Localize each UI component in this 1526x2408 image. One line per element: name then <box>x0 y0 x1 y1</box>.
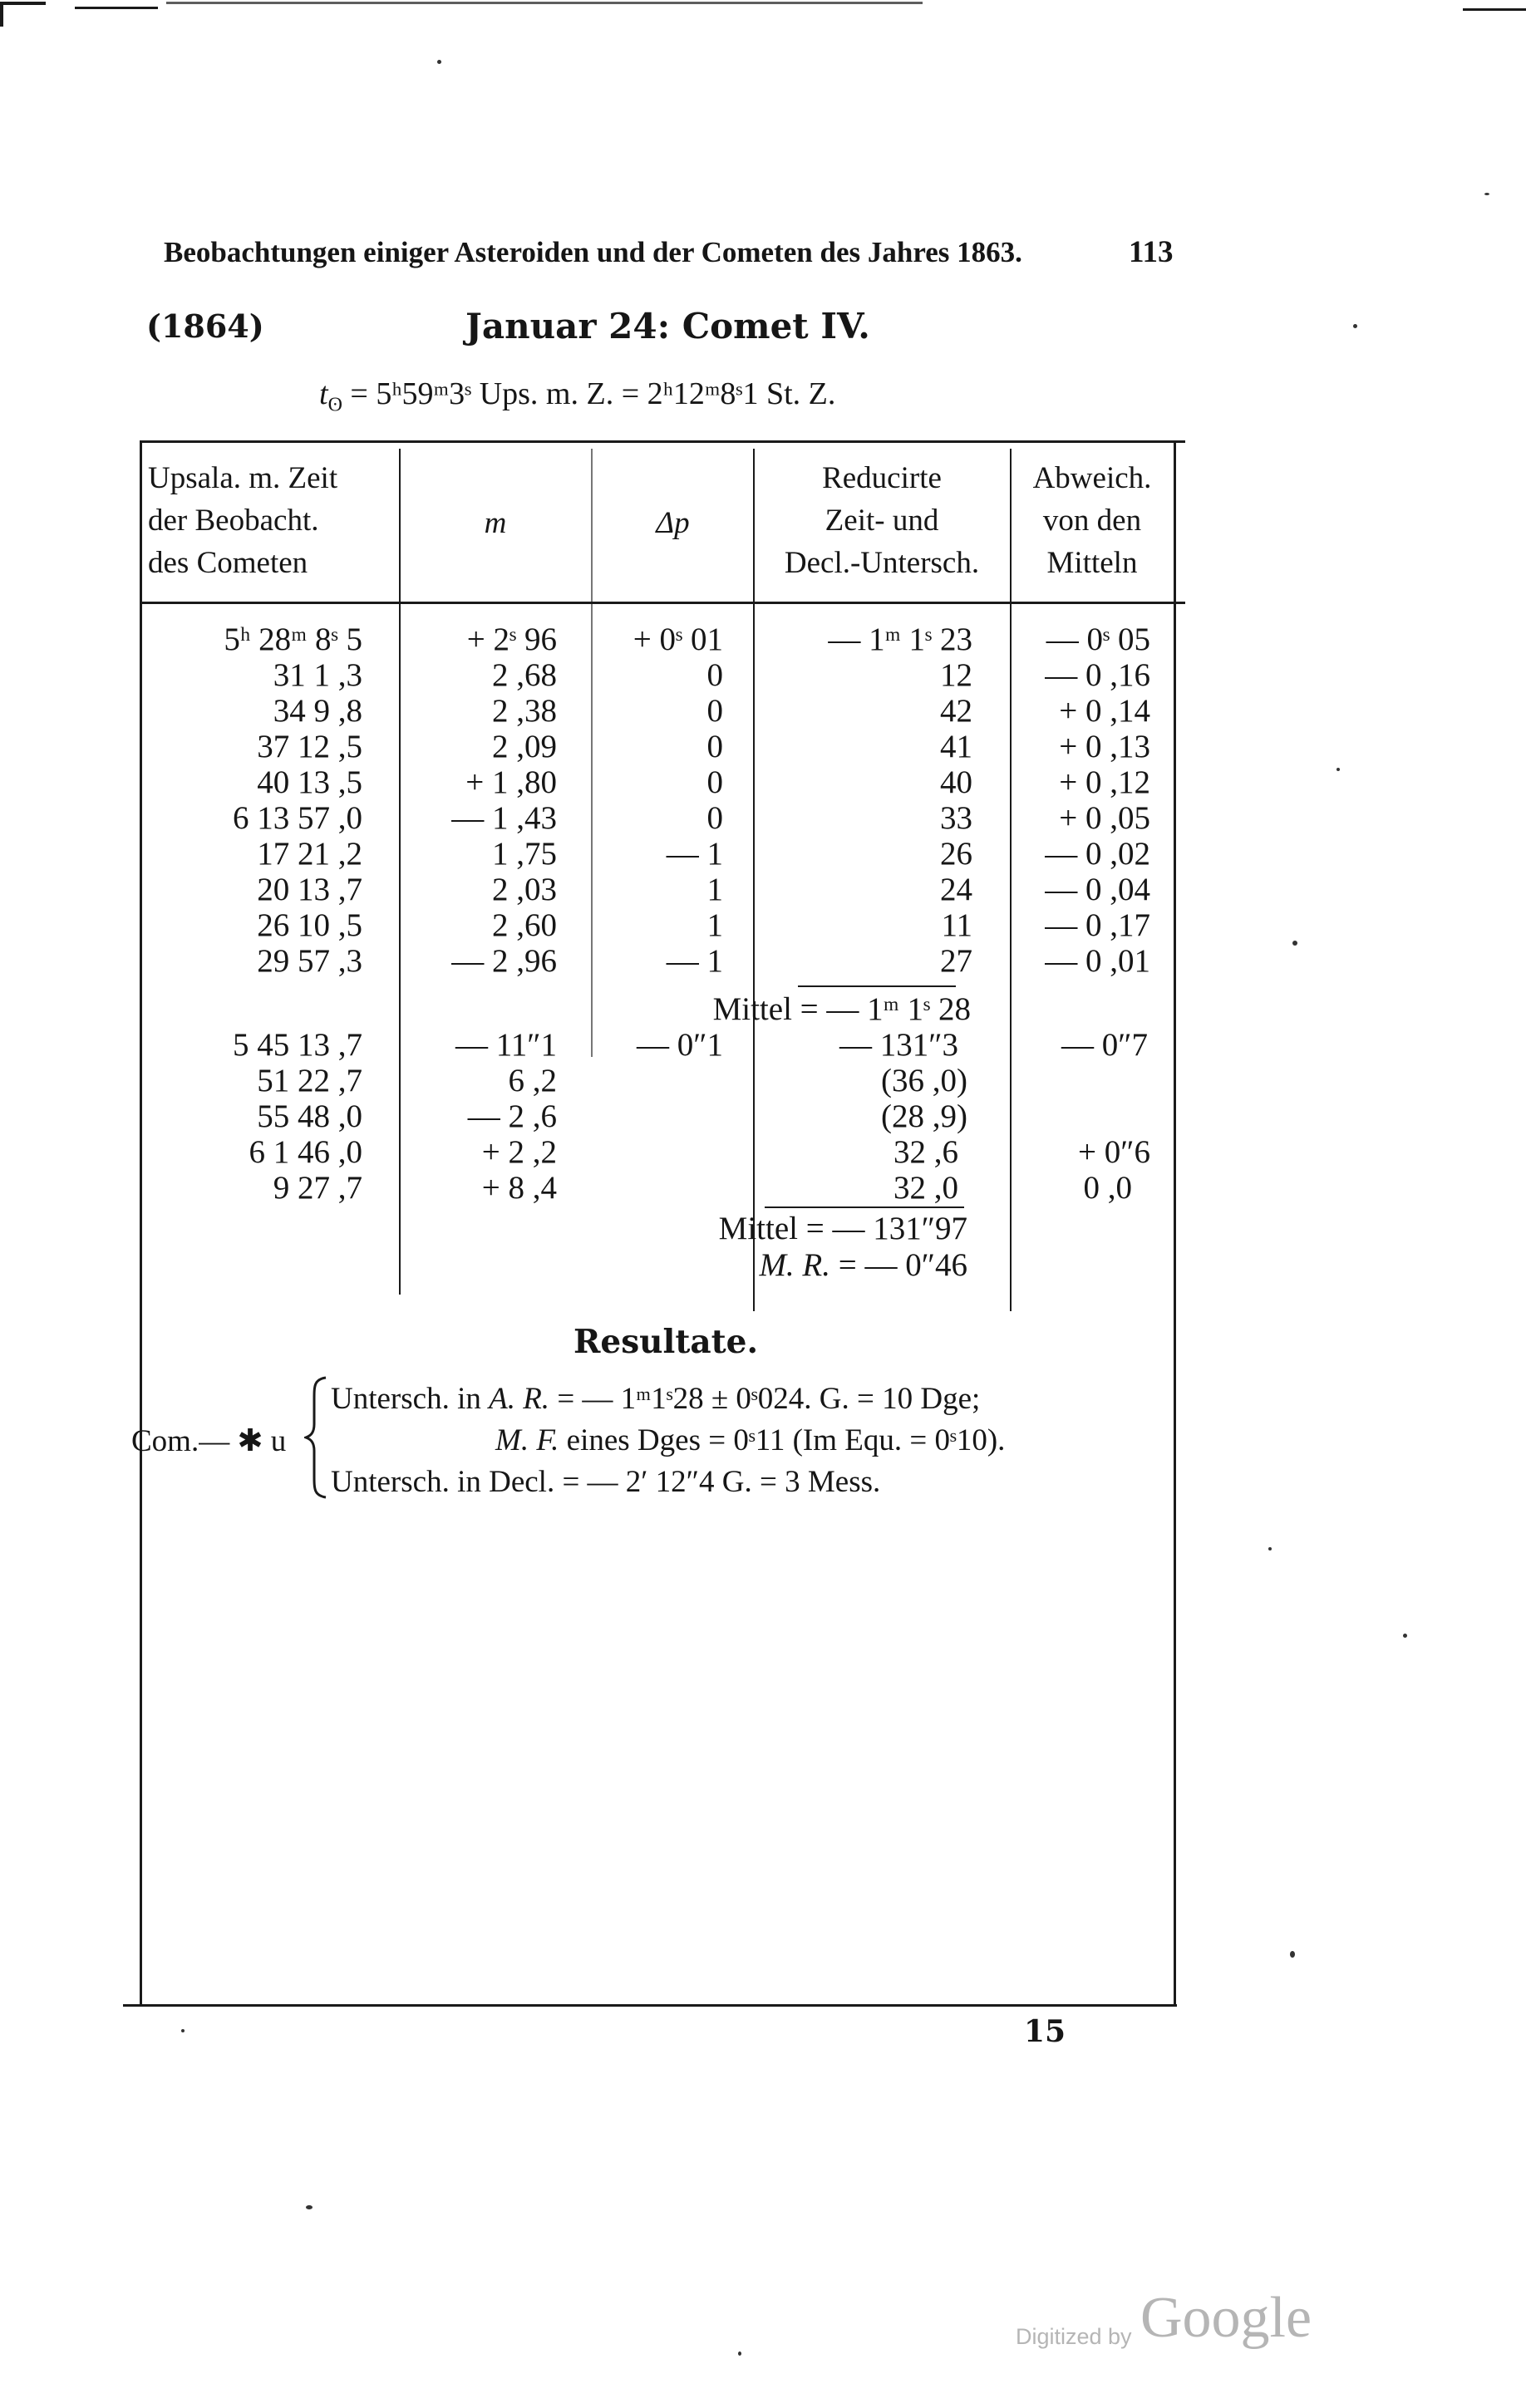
results-prefix: Com.— ✱ u <box>131 1424 287 1458</box>
cell-m: 2 ,38 <box>492 693 557 729</box>
column-header-m: m <box>484 506 507 540</box>
table-row <box>0 657 1526 693</box>
results-brace <box>304 1374 329 1501</box>
table-row <box>0 1098 1526 1134</box>
cell-dp: — 1 <box>666 943 723 979</box>
cell-dp: 0 <box>706 693 723 729</box>
mittel-row-1: Mittel = — 1ᵐ 1ˢ 28 <box>712 991 971 1027</box>
column-header-dp: Δp <box>656 506 690 540</box>
mittel-rule <box>798 985 956 987</box>
table-row <box>0 1063 1526 1098</box>
cell-deviation: — 0 ,16 <box>1045 657 1150 693</box>
top-edge-mark-left <box>0 2 3 27</box>
cell-deviation: + 0 ,12 <box>1059 764 1150 800</box>
cell-deviation: — 0 ,17 <box>1045 907 1150 943</box>
column-header-reduced: Reducirte Zeit- und Decl.-Untersch. <box>784 461 980 580</box>
table-row <box>0 836 1526 872</box>
table-row <box>0 1170 1526 1206</box>
cell-time: 34 9 ,8 <box>273 693 362 729</box>
cell-m: + 2 ,2 <box>481 1134 557 1170</box>
signature-mark: 15 <box>1024 2014 1066 2049</box>
cell-reduced: 12 <box>940 657 972 693</box>
cell-time: 9 27 ,7 <box>273 1170 362 1206</box>
results-heading: Resultate. <box>573 1323 759 1361</box>
cell-dp: 1 <box>706 907 723 943</box>
cell-m: + 1 ,80 <box>465 764 557 800</box>
cell-time: 5 45 13 ,7 <box>233 1027 362 1063</box>
cell-m: — 2 ,96 <box>451 943 557 979</box>
cell-reduced: — 131″3 <box>839 1027 958 1063</box>
google-watermark: Google <box>1140 2286 1312 2350</box>
table-body-section-2 <box>0 1027 1526 1206</box>
page-title: Januar 24: Comet IV. <box>465 306 870 346</box>
cell-deviation: + 0 ,13 <box>1059 729 1150 764</box>
cell-dp: 0 <box>706 764 723 800</box>
mittel-row-2: Mittel = — 131″97 <box>718 1211 967 1246</box>
print-speck <box>437 60 441 64</box>
cell-m: 2 ,68 <box>492 657 557 693</box>
table-row <box>0 800 1526 836</box>
page-number: 113 <box>1129 235 1174 269</box>
running-header: Beobachtungen einiger Asteroiden und der Cometen des Jahres 1863. <box>164 236 1022 268</box>
cell-time: 37 12 ,5 <box>257 729 362 764</box>
print-speck <box>1268 1547 1272 1550</box>
cell-m: — 1 ,43 <box>451 800 557 836</box>
table-body-section-1 <box>0 622 1526 979</box>
cell-reduced: 27 <box>940 943 972 979</box>
cell-deviation: — 0 ,02 <box>1045 836 1150 872</box>
cell-m: — 11″1 <box>455 1027 557 1063</box>
cell-dp: 0 <box>706 729 723 764</box>
print-speck <box>1336 768 1340 771</box>
cell-m: + 8 ,4 <box>481 1170 557 1206</box>
cell-deviation: + 0 ,14 <box>1059 693 1150 729</box>
table-row <box>0 622 1526 657</box>
table-row <box>0 907 1526 943</box>
year-tag: (1864) <box>146 307 264 345</box>
cell-dp: — 0″1 <box>637 1027 723 1063</box>
cell-time: 5ʰ 28ᵐ 8ˢ 5 <box>224 622 362 657</box>
top-edge-mark <box>0 2 46 5</box>
table-top-rule <box>141 440 1185 443</box>
cell-m: 2 ,09 <box>492 729 557 764</box>
cell-reduced: 40 <box>940 764 972 800</box>
cell-m: + 2ˢ 96 <box>466 622 557 657</box>
cell-dp: 0 <box>706 657 723 693</box>
cell-deviation: — 0ˢ 05 <box>1046 622 1150 657</box>
cell-time: 26 10 ,5 <box>257 907 362 943</box>
frame-bottom <box>123 2004 1177 2007</box>
cell-deviation: — 0 ,04 <box>1045 872 1150 907</box>
table-header-rule <box>141 602 1185 604</box>
digitized-by-label: Digitized by <box>1016 2324 1132 2349</box>
print-speck <box>306 2205 313 2209</box>
top-edge-mark <box>75 7 158 9</box>
formula-body: = 5ʰ59ᵐ3ˢ Ups. m. Z. = 2ʰ12ᵐ8ˢ1 St. Z. <box>342 376 836 411</box>
cell-time: 40 13 ,5 <box>257 764 362 800</box>
cell-reduced: 32 ,6 <box>893 1134 958 1170</box>
cell-reduced: — 1ᵐ 1ˢ 23 <box>828 622 972 657</box>
print-speck <box>181 2029 185 2032</box>
print-speck <box>1292 941 1297 946</box>
table-row <box>0 1134 1526 1170</box>
cell-reduced: (36 ,0) <box>881 1063 967 1098</box>
cell-dp: 1 <box>706 872 723 907</box>
print-speck <box>1353 324 1357 328</box>
cell-reduced: 26 <box>940 836 972 872</box>
mr-label: M. R. <box>759 1247 830 1283</box>
results-line-decl: Untersch. in Decl. = — 2′ 12″4 G. = 3 Mess. <box>331 1465 881 1499</box>
cell-m: — 2 ,6 <box>467 1098 557 1134</box>
cell-reduced: 32 ,0 <box>893 1170 958 1206</box>
cell-time: 6 1 46 ,0 <box>249 1134 362 1170</box>
cell-time: 20 13 ,7 <box>257 872 362 907</box>
results-line-mf: M. F. eines Dges = 0ˢ11 (Im Equ. = 0ˢ10). <box>495 1423 1006 1457</box>
cell-time: 17 21 ,2 <box>257 836 362 872</box>
cell-deviation: 0 ,0 <box>1083 1170 1132 1206</box>
cell-deviation: — 0 ,01 <box>1045 943 1150 979</box>
cell-time: 29 57 ,3 <box>257 943 362 979</box>
cell-reduced: 33 <box>940 800 972 836</box>
table-row <box>0 943 1526 979</box>
top-edge-rule <box>166 2 923 4</box>
cell-time: 51 22 ,7 <box>257 1063 362 1098</box>
cell-dp: + 0ˢ 01 <box>633 622 723 657</box>
cell-reduced: (28 ,9) <box>881 1098 967 1134</box>
cell-m: 1 ,75 <box>492 836 557 872</box>
cell-deviation: + 0 ,05 <box>1059 800 1150 836</box>
print-speck <box>1484 193 1489 195</box>
mittel2-rule <box>765 1206 964 1208</box>
cell-reduced: 11 <box>941 907 972 943</box>
table-row <box>0 764 1526 800</box>
table-row <box>0 729 1526 764</box>
print-speck <box>1403 1634 1407 1638</box>
cell-deviation: + 0″6 <box>1078 1134 1150 1170</box>
cell-time: 6 13 57 ,0 <box>233 800 362 836</box>
print-speck <box>738 2351 741 2356</box>
formula-t: t <box>319 376 328 411</box>
table-row <box>0 693 1526 729</box>
cell-deviation: — 0″7 <box>1061 1027 1148 1063</box>
mr-row <box>759 1246 967 1284</box>
column-header-deviation: Abweich. von den Mitteln <box>1032 461 1152 580</box>
cell-time: 31 1 ,3 <box>273 657 362 693</box>
time-formula <box>319 376 835 417</box>
column-header-time: Upsala. m. Zeit der Beobacht. des Cometen <box>148 461 338 580</box>
cell-reduced: 24 <box>940 872 972 907</box>
cell-m: 2 ,60 <box>492 907 557 943</box>
mr-value: = — 0″46 <box>830 1247 967 1283</box>
cell-m: 2 ,03 <box>492 872 557 907</box>
print-speck <box>1290 1951 1295 1958</box>
table-row <box>0 872 1526 907</box>
cell-reduced: 41 <box>940 729 972 764</box>
formula-sub: ʘ <box>327 394 342 416</box>
cell-dp: — 1 <box>666 836 723 872</box>
top-edge-mark-right <box>1463 8 1526 11</box>
cell-m: 6 ,2 <box>508 1063 557 1098</box>
cell-reduced: 42 <box>940 693 972 729</box>
cell-dp: 0 <box>706 800 723 836</box>
table-row <box>0 1027 1526 1063</box>
results-line-ra: Untersch. in A. R. = — 1ᵐ1ˢ28 ± 0ˢ024. G. = 10 Dge; <box>331 1382 981 1416</box>
cell-time: 55 48 ,0 <box>257 1098 362 1134</box>
